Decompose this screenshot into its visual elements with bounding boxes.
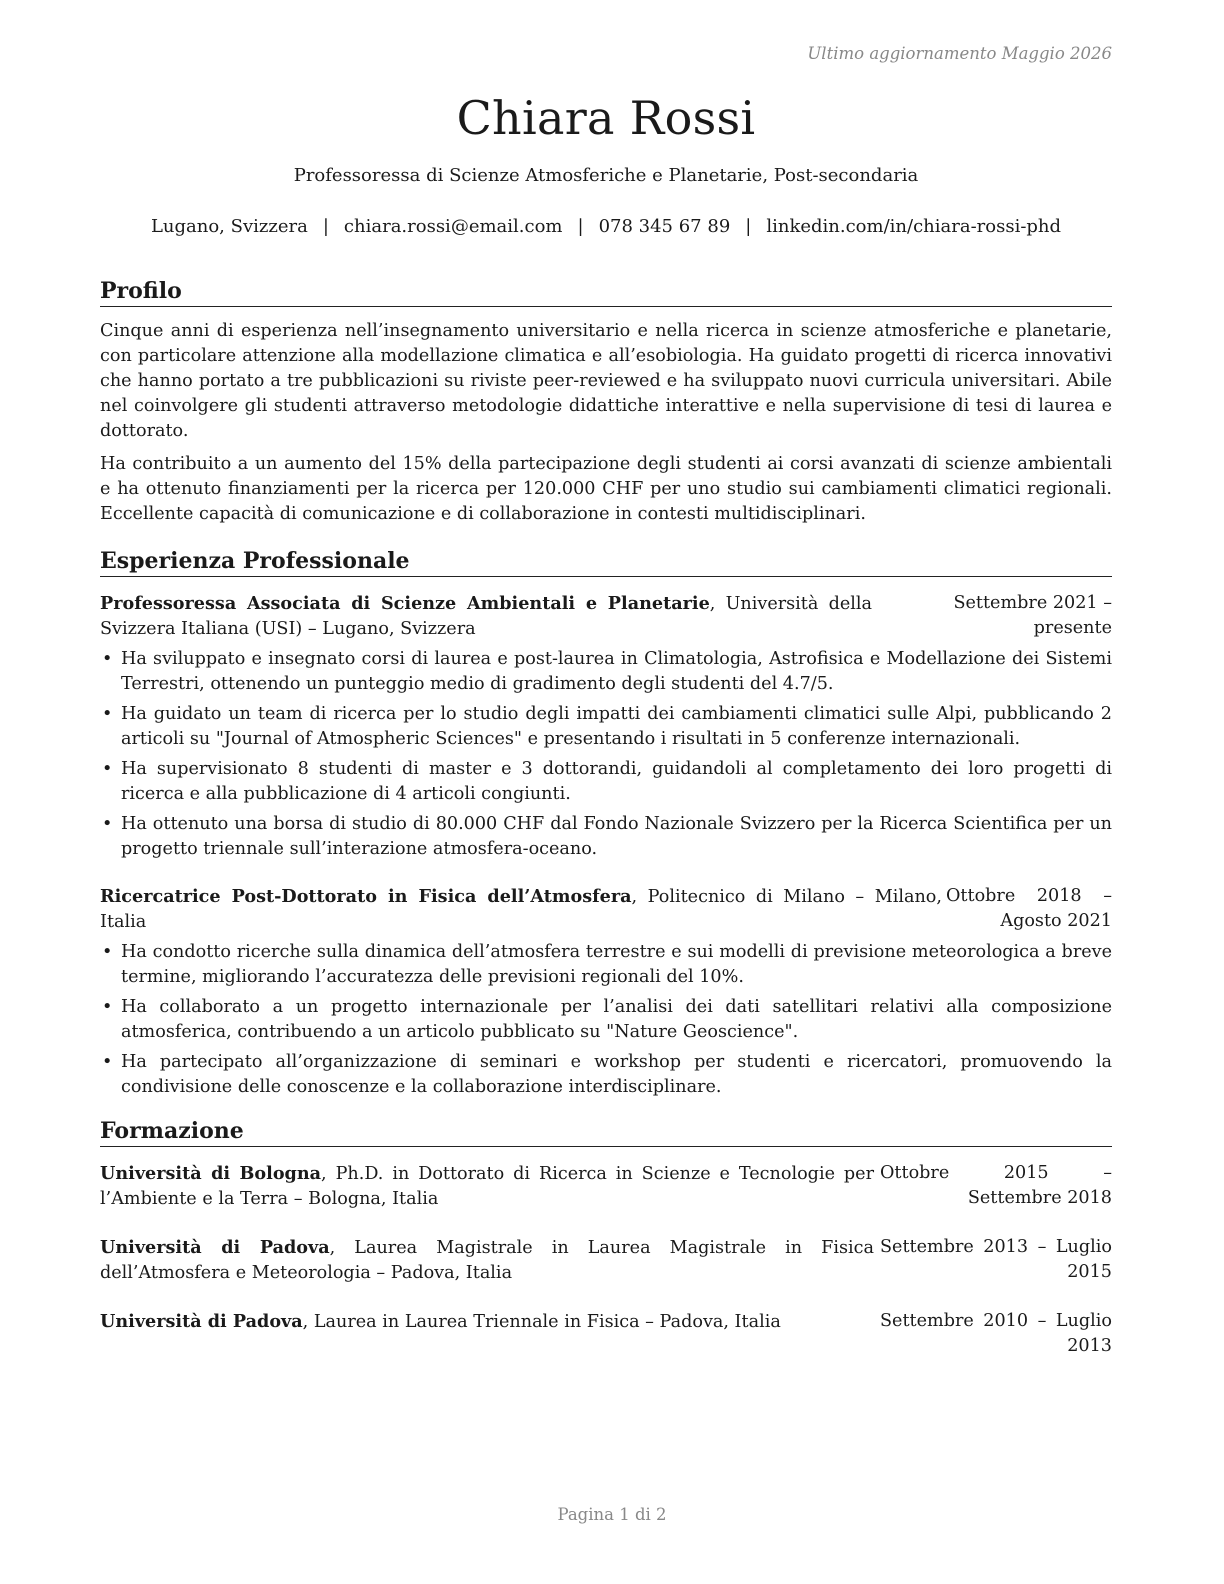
job-org: , Politecnico di Milano – Milano, Italia	[100, 887, 942, 932]
bullet-text: Ha sviluppato e insegnato corsi di laurea e post-laurea in Climatologia, Astrofisica e Modellazione dei Sistemi Terrestri, ottenendo un punteggio medio di gradimento degli studenti del 4.7/5.	[121, 649, 1112, 694]
bullet-icon: •	[102, 942, 113, 962]
bullet-text: Ha partecipato all’organizzazione di seminari e workshop per studenti e ricercatori, promuovendo la condivisione delle conoscenze e la collaborazione interdisciplinare.	[121, 1052, 1112, 1097]
education-detail: , Laurea in Laurea Triennale in Fisica – Padova, Italia	[302, 1312, 781, 1332]
contact-line	[100, 215, 1112, 239]
job-entry	[100, 884, 1112, 1100]
job-bullets	[100, 647, 1112, 862]
job-header	[100, 884, 1112, 935]
bullet-item	[100, 647, 1112, 697]
bullet-item	[100, 995, 1112, 1045]
bullet-item	[100, 940, 1112, 990]
bullet-item	[100, 1050, 1112, 1100]
education-school: Università di Padova	[100, 1237, 330, 1258]
person-name: Chiara Rossi	[456, 91, 756, 145]
job-header	[100, 591, 1112, 642]
job-bullets	[100, 940, 1112, 1100]
education-heading	[100, 1161, 874, 1212]
bullet-icon: •	[102, 759, 113, 779]
job-role: Ricercatrice Post-Dottorato in Fisica dell’Atmosfera	[100, 886, 632, 907]
last-updated: Ultimo aggiornamento Maggio 2026	[807, 44, 1112, 63]
education-heading	[100, 1309, 874, 1335]
contact-email[interactable]: chiara.rossi@email.com	[343, 216, 563, 237]
education-school: Università di Padova	[100, 1311, 303, 1332]
bullet-text: Ha condotto ricerche sulla dinamica dell’atmosfera terrestre e sui modelli di previsione meteorologica a breve termine, migliorando l’accuratezza delle previsioni regionali del 10%.	[121, 942, 1112, 987]
job-entry	[100, 591, 1112, 862]
education-entry	[100, 1309, 1112, 1359]
job-dates: Settembre 2021 – presente	[953, 593, 1112, 638]
contact-separator: |	[577, 216, 584, 237]
contact-separator: |	[745, 216, 752, 237]
profile-paragraph: Cinque anni di esperienza nell’insegnamento universitario e nella ricerca in scienze atmosferiche e planetarie, con particolare attenzione alla modellazione climatica e all’esobiologia. Ha guidato progetti di ricerca innovativi che hanno portato a tre pubblicazioni su riviste peer-reviewed e ha sviluppato nuovi curricula universitari. Abile nel coinvolgere gli studenti attraverso metodologie didattiche interattive e nella supervisione di tesi di laurea e dottorato.	[100, 321, 1112, 441]
education-heading	[100, 1235, 874, 1286]
profile-paragraph: Ha contribuito a un aumento del 15% della partecipazione degli studenti ai corsi avanzati di scienze ambientali e ha ottenuto finanziamenti per la ricerca per 120.000 CHF per uno studio sui cambiamenti climatici regionali. Eccellente capacità di comunicazione e di collaborazione in contesti multidisciplinari.	[100, 454, 1112, 524]
education-header	[100, 1235, 1112, 1286]
bullet-item	[100, 757, 1112, 807]
bullet-text: Ha supervisionato 8 studenti di master e 3 dottorandi, guidandoli al completamento dei loro progetti di ricerca e alla pubblicazione di 4 articoli congiunti.	[121, 759, 1112, 804]
bullet-icon: •	[102, 704, 113, 724]
bullet-icon: •	[102, 814, 113, 834]
bullet-text: Ha collaborato a un progetto internazionale per l’analisi dei dati satellitari relativi alla composizione atmosferica, contribuendo a un articolo pubblicato su "Nature Geoscience".	[121, 997, 1112, 1042]
contact-linkedin[interactable]: linkedin.com/in/chiara-rossi-phd	[766, 216, 1062, 237]
education-dates: Settembre 2010 – Luglio 2013	[880, 1311, 1112, 1356]
bullet-icon: •	[102, 1052, 113, 1072]
section-title-education: Formazione	[100, 1117, 1112, 1147]
bullet-text: Ha guidato un team di ricerca per lo studio degli impatti dei cambiamenti climatici sulle Alpi, pubblicando 2 articoli su "Journal of Atmospheric Sciences" e presentando i risultati in 5 conferenze internazionali.	[121, 704, 1112, 749]
bullet-text: Ha ottenuto una borsa di studio di 80.000 CHF dal Fondo Nazionale Svizzero per la Ricerca Scientifica per un progetto triennale sull’interazione atmosfera-oceano.	[121, 814, 1112, 859]
bullet-icon: •	[102, 649, 113, 669]
education-detail: , Ph.D. in Dottorato di Ricerca in Scienze e Tecnologie per l’Ambiente e la Terra – Bologna, Italia	[100, 1164, 874, 1209]
education-detail: , Laurea Magistrale in Laurea Magistrale in Fisica dell’Atmosfera e Meteorologia – Padova, Italia	[100, 1238, 874, 1283]
bullet-item	[100, 702, 1112, 752]
job-heading	[100, 591, 872, 642]
education-entry	[100, 1161, 1112, 1212]
bullet-icon: •	[102, 997, 113, 1017]
education-header	[100, 1309, 1112, 1359]
education-school: Università di Bologna	[100, 1163, 322, 1184]
bullet-item	[100, 812, 1112, 862]
education-dates: Settembre 2013 – Luglio 2015	[880, 1237, 1112, 1282]
page-number: Pagina 1 di 2	[557, 1505, 667, 1524]
job-dates: Ottobre 2018 – Agosto 2021	[946, 886, 1112, 931]
section-title-profile: Profilo	[100, 277, 1112, 307]
contact-phone[interactable]: 078 345 67 89	[598, 216, 731, 237]
education-dates: Ottobre 2015 – Settembre 2018	[880, 1163, 1112, 1208]
contact-separator: |	[322, 216, 329, 237]
job-title: Professoressa di Scienze Atmosferiche e Planetarie, Post-secondaria	[293, 165, 919, 186]
section-title-experience: Esperienza Professionale	[100, 547, 1112, 577]
contact-location: Lugano, Svizzera	[150, 216, 308, 237]
job-org: , Università della Svizzera Italiana (USI) – Lugano, Svizzera	[100, 594, 872, 639]
job-role: Professoressa Associata di Scienze Ambientali e Planetarie	[100, 593, 710, 614]
education-entry	[100, 1235, 1112, 1286]
education-header	[100, 1161, 1112, 1212]
job-heading	[100, 884, 942, 935]
